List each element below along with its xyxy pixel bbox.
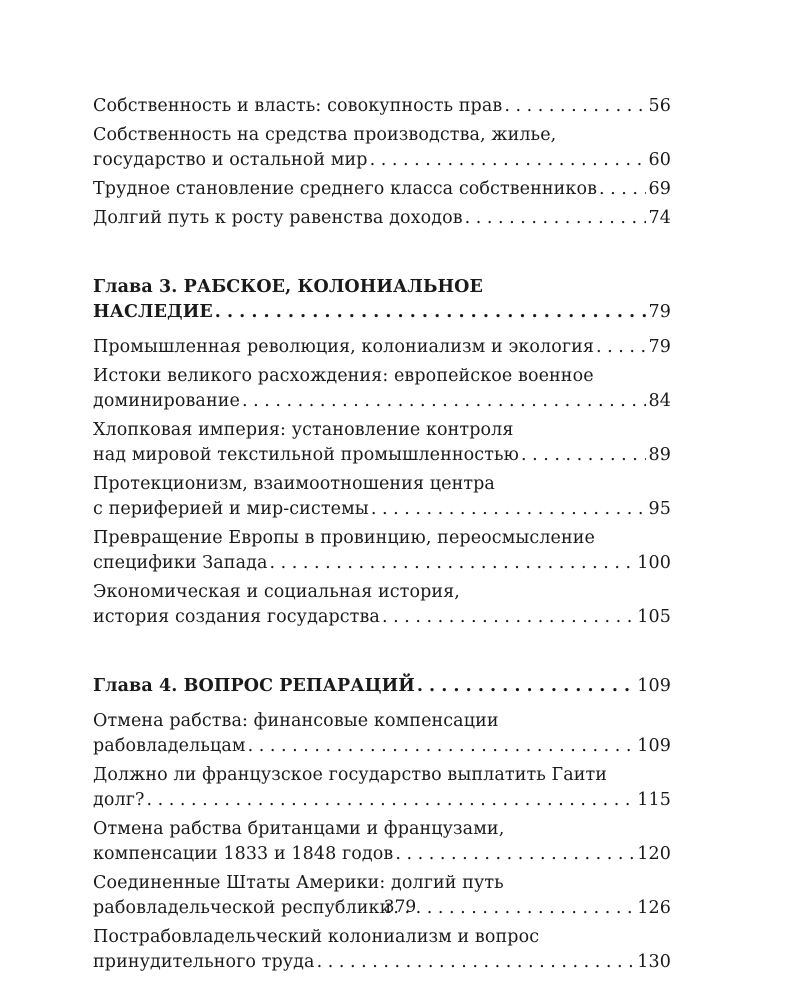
toc-page-number: 105 xyxy=(637,607,671,627)
toc-entry-title-line: Протекционизм, взаимоотношения центра xyxy=(93,474,495,494)
toc-entry-title: Долгий путь к росту равенства доходов xyxy=(93,208,463,228)
toc-entry-title: доминирование xyxy=(93,391,240,411)
toc-page-number: 126 xyxy=(637,898,671,918)
toc-entry-title-line: Отмена рабства: финансовые компенсации xyxy=(93,711,499,731)
chapter-title: Глава 4. ВОПРОС РЕПАРАЦИЙ xyxy=(93,676,415,696)
dot-leader xyxy=(417,674,634,699)
dot-leader xyxy=(370,148,646,173)
toc-entry-title: рабовладельцам xyxy=(93,736,246,756)
toc-entry-title: специфики Запада xyxy=(93,553,268,573)
toc-entry-title: рабовладельческой республики xyxy=(93,898,392,918)
table-of-contents xyxy=(93,94,671,979)
toc-entry xyxy=(93,177,671,202)
toc-entry-title: история создания государства xyxy=(93,607,380,627)
toc-entry-title: Собственность и власть: совокупность прав xyxy=(93,96,503,116)
toc-entry-title: государство и остальной мир xyxy=(93,150,368,170)
toc-page-number: 79 xyxy=(648,302,671,322)
toc-entry-title-line: Соединенные Штаты Америки: долгий путь xyxy=(93,873,504,893)
chapter-heading xyxy=(93,275,671,325)
toc-page-number: 56 xyxy=(648,96,671,116)
toc-entry xyxy=(93,206,671,231)
dot-leader xyxy=(242,389,646,414)
page-number: 379 xyxy=(383,897,417,917)
dot-leader xyxy=(317,950,635,975)
toc-page-number: 130 xyxy=(637,952,671,972)
toc-entry xyxy=(93,817,671,867)
toc-entry-title: долг? xyxy=(93,790,145,810)
toc-page-number: 115 xyxy=(637,790,671,810)
chapter-title: НАСЛЕДИЕ xyxy=(93,302,213,322)
toc-entry xyxy=(93,335,671,360)
toc-entry xyxy=(93,709,671,759)
toc-page-number: 79 xyxy=(648,337,671,357)
dot-leader xyxy=(215,300,646,325)
dot-leader xyxy=(521,443,646,468)
dot-leader xyxy=(146,788,634,813)
toc-page-number: 109 xyxy=(637,736,671,756)
toc-entry-title: с периферией и мир-системы xyxy=(93,499,369,519)
chapter-heading xyxy=(93,674,671,699)
toc-page-number: 120 xyxy=(637,844,671,864)
dot-leader xyxy=(465,206,646,231)
chapter-title-line: Глава 3. РАБСКОЕ, КОЛОНИАЛЬНОЕ xyxy=(93,277,483,297)
toc-entry-title: Промышленная революция, колониализм и экология xyxy=(93,337,595,357)
dot-leader xyxy=(270,551,635,576)
toc-entry-title-line: Пострабовладельческий колониализм и вопрос xyxy=(93,927,540,947)
toc-entry xyxy=(93,526,671,576)
dot-leader xyxy=(504,94,645,119)
toc-entry-title-line: Должно ли французское государство выплатить Гаити xyxy=(93,765,608,785)
toc-page-number: 95 xyxy=(648,499,671,519)
toc-entry-title: принудительного труда xyxy=(93,952,315,972)
toc-page-number: 69 xyxy=(648,179,671,199)
toc-entry xyxy=(93,94,671,119)
toc-entry xyxy=(93,418,671,468)
toc-entry-title-line: Превращение Европы в провинцию, переосмысление xyxy=(93,528,595,548)
toc-entry-title: над мировой текстильной промышленностью xyxy=(93,445,519,465)
toc-page-number: 100 xyxy=(637,553,671,573)
toc-entry-title-line: Собственность на средства производства, жилье, xyxy=(93,125,557,145)
toc-page-number: 84 xyxy=(648,391,671,411)
toc-entry-title: Трудное становление среднего класса собственников xyxy=(93,179,598,199)
dot-leader xyxy=(248,734,635,759)
toc-entry xyxy=(93,123,671,173)
toc-entry-title-line: Хлопковая империя: установление контроля xyxy=(93,420,514,440)
toc-page-number: 89 xyxy=(648,445,671,465)
toc-entry xyxy=(93,472,671,522)
dot-leader xyxy=(395,842,634,867)
toc-entry-title: компенсации 1833 и 1848 годов xyxy=(93,844,394,864)
dot-leader xyxy=(382,605,634,630)
toc-entry-title-line: Истоки великого расхождения: европейское военное xyxy=(93,366,594,386)
toc-entry-title-line: Отмена рабства британцами и французами, xyxy=(93,819,505,839)
dot-leader xyxy=(596,335,645,360)
toc-page-number: 60 xyxy=(648,150,671,170)
dot-leader xyxy=(371,497,646,522)
toc-page-number: 74 xyxy=(648,208,671,228)
toc-entry xyxy=(93,925,671,975)
toc-entry xyxy=(93,580,671,630)
toc-page-number: 109 xyxy=(637,676,671,696)
toc-entry-title-line: Экономическая и социальная история, xyxy=(93,582,460,602)
dot-leader xyxy=(599,177,645,202)
toc-entry xyxy=(93,364,671,414)
toc-entry xyxy=(93,763,671,813)
